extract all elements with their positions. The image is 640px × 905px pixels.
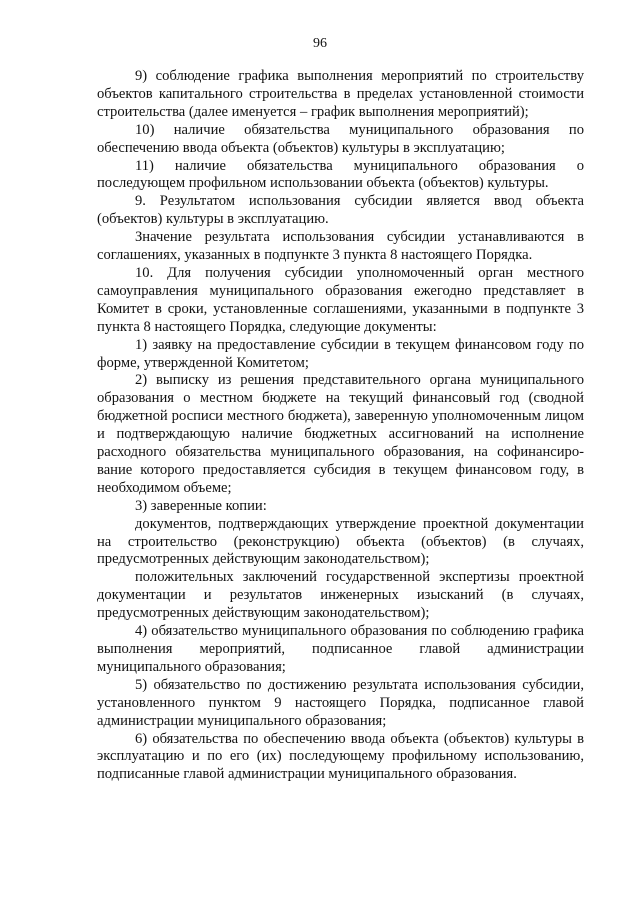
paragraph-item-11: 11) наличие обязательства муниципального образования о последующем профильном использовании объекта (объектов) культуры. bbox=[97, 157, 584, 192]
document-body bbox=[97, 68, 584, 784]
paragraph-doc-3-expertise: положительных заключений государственной экспертизы проектной документации и результатов инженерных изысканий (в случаях, предусмотренных действующим законодательством); bbox=[97, 569, 584, 622]
paragraph-clause-9: 9. Результатом использования субсидии является ввод объекта (объектов) культуры в эксплуатацию. bbox=[97, 193, 584, 228]
page-number: 96 bbox=[313, 36, 327, 51]
paragraph-doc-6: 6) обязательства по обеспечению ввода объекта (объектов) культуры в эксплуатацию и по его (их) последующему профильному использованию, подписанные главой администрации муниципального образования. bbox=[97, 730, 584, 783]
paragraph-result-value: Значение результата использования субсидии устанавливаются в соглашениях, указанных в подпункте 3 пункта 8 настоящего Порядка. bbox=[97, 229, 584, 264]
paragraph-doc-2: 2) выписку из решения представительного органа муниципального образования о местном бюджете на текущий финансовый год (сводной бюджетной росписи местного бюджета), заверенную уполномоченным лицом и подтверждающую наличие бюджетных ассигнований на исполнение расходного обязательства муниципального образования, на софинансиро-вание которого предоставляется субсидия в текущем финансовом году, в необходимом объеме; bbox=[97, 372, 584, 496]
paragraph-doc-5: 5) обязательство по достижению результата использования субсидии, установленного пунктом 9 настоящего Порядка, подписанное главой администрации муниципального образования; bbox=[97, 676, 584, 729]
paragraph-doc-3-project-docs: документов, подтверждающих утверждение проектной документации на строительство (реконструкцию) объекта (объектов) (в случаях, предусмотренных действующим законодательством); bbox=[97, 515, 584, 568]
paragraph-item-9: 9) соблюдение графика выполнения мероприятий по строительству объектов капитального строительства в пределах установленной стоимости строительства (далее именуется – график выполнения мероприятий); bbox=[97, 68, 584, 120]
paragraph-doc-4: 4) обязательство муниципального образования по соблюдению графика выполнения мероприятий, подписанное главой администрации муниципального образования; bbox=[97, 623, 584, 675]
paragraph-clause-10: 10. Для получения субсидии уполномоченный орган местного самоуправления муниципального образования ежегодно представляет в Комитет в сроки, установленные соглашениями, указанными в подпункте 3 пункта 8 настоящего Порядка, следующие документы: bbox=[97, 264, 584, 335]
paragraph-doc-1: 1) заявку на предоставление субсидии в текущем финансовом году по форме, утвержденной Комитетом; bbox=[97, 336, 584, 371]
paragraph-item-10: 10) наличие обязательства муниципального образования по обеспечению ввода объекта (объектов) культуры в эксплуатацию; bbox=[97, 121, 584, 156]
paragraph-doc-3: 3) заверенные копии: bbox=[135, 497, 267, 514]
